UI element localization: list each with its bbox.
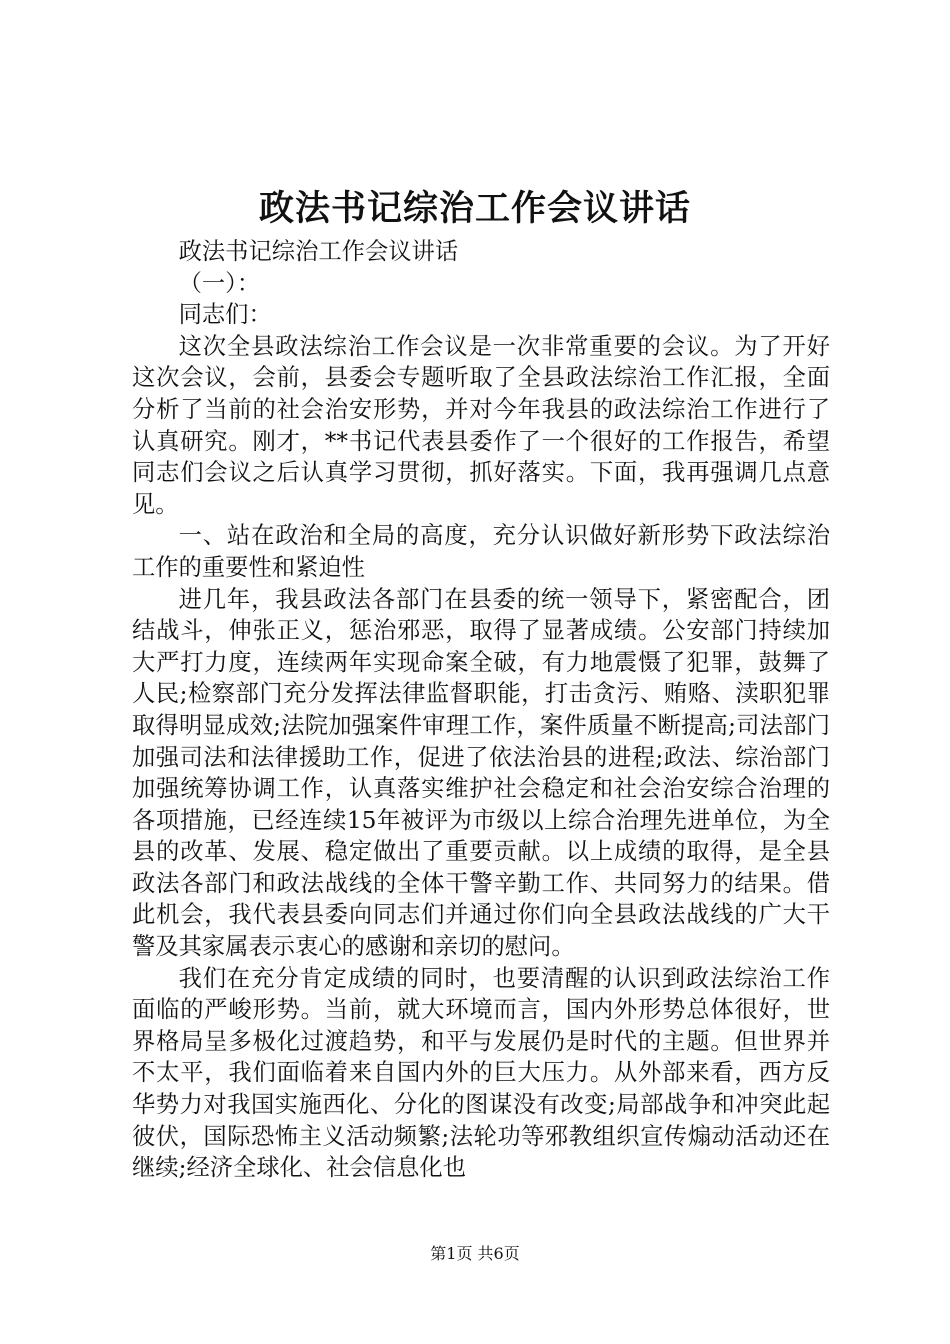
document-body	[132, 236, 830, 1184]
document-title: 政法书记综治工作会议讲话	[258, 188, 691, 229]
body-paragraph: 进几年，我县政法各部门在县委的统一领导下，紧密配合，团结战斗，伸张正义，惩治邪恶，取得了显著成绩。公安部门持续加大严打力度，连续两年实现命案全破，有力地震慑了犯罪，鼓舞了人民;检察部门充分发挥法律监督职能，打击贪污、贿赂、渎职犯罪取得明显成效;法院加强案件审理工作，案件质量不断提高;司法部门加强司法和法律援助工作，促进了依法治县的进程;政法、综治部门加强统筹协调工作，认真落实维护社会稳定和社会治安综合治理的各项措施，已经连续15年被评为市级以上综合治理先进单位，为全县的改革、发展、稳定做出了重要贡献。以上成绩的取得，是全县政法各部门和政法战线的全体干警辛勤工作、共同努力的结果。借此机会，我代表县委向同志们并通过你们向全县政法战线的广大干警及其家属表示衷心的感谢和亲切的慰问。	[132, 585, 830, 961]
section-heading-paragraph: 一、站在政治和全局的高度，充分认识做好新形势下政法综治工作的重要性和紧迫性	[132, 522, 830, 581]
page-footer: 第1页 共6页	[430, 1244, 520, 1263]
body-paragraph: 我们在充分肯定成绩的同时，也要清醒的认识到政法综治工作面临的严峻形势。当前，就大环境而言，国内外形势总体很好，世界格局呈多极化过渡趋势，和平与发展仍是时代的主题。但世界并不太平，我们面临着来自国内外的巨大压力。从外部来看，西方反华势力对我国实施西化、分化的图谋没有改变;局部战争和冲突此起彼伏，国际恐怖主义活动频繁;法轮功等邪教组织宣传煽动活动还在继续;经济全球化、社会信息化也	[132, 964, 830, 1182]
body-paragraph: 这次全县政法综治工作会议是一次非常重要的会议。为了开好这次会议，会前，县委会专题听取了全县政法综治工作汇报，全面分析了当前的社会治安形势，并对今年我县的政法综治工作进行了认真研究。刚才，**书记代表县委作了一个很好的工作报告，希望同志们会议之后认真学习贯彻，抓好落实。下面，我再强调几点意见。	[132, 332, 830, 518]
subtitle-paragraph: 政法书记综治工作会议讲话	[178, 238, 459, 265]
section-number-paragraph: （一）：	[178, 269, 261, 297]
salutation-paragraph: 同志们：	[178, 301, 272, 329]
